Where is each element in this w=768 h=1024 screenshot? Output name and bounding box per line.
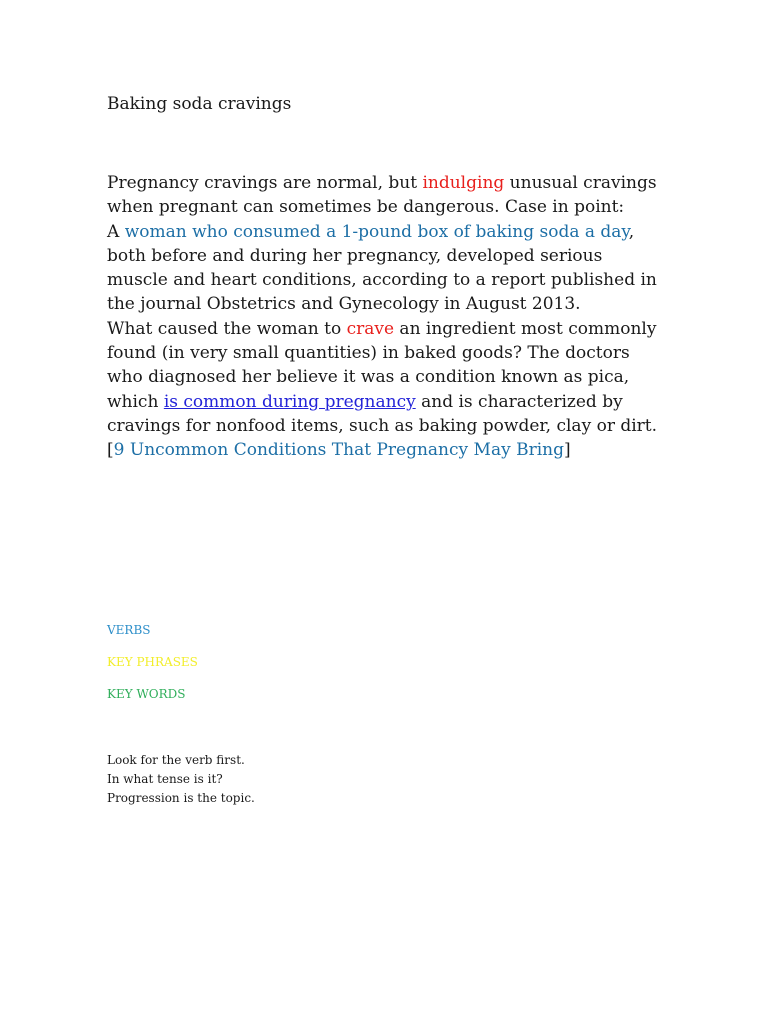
paragraph-line: which is common during pregnancy and is characterized by bbox=[107, 391, 623, 412]
legend-verbs: VERBS bbox=[107, 623, 151, 637]
legend-key-words: KEY WORDS bbox=[107, 687, 186, 701]
article-paragraph bbox=[107, 171, 667, 463]
paragraph-line: A woman who consumed a 1-pound box of baking soda a day, bbox=[107, 221, 635, 242]
document-title: Baking soda cravings bbox=[107, 94, 292, 114]
paragraph-line: muscle and heart conditions, according to a report published in bbox=[107, 270, 657, 291]
notes-block bbox=[107, 751, 255, 808]
paragraph-line: who diagnosed her believe it was a condition known as pica, bbox=[107, 367, 630, 388]
paragraph-line: when pregnant can sometimes be dangerous. Case in point: bbox=[107, 197, 625, 218]
note-line: Progression is the topic. bbox=[107, 791, 255, 805]
paragraph-line: Pregnancy cravings are normal, but indulging unusual cravings bbox=[107, 173, 657, 193]
paragraph-line: both before and during her pregnancy, developed serious bbox=[107, 245, 603, 266]
note-line: Look for the verb first. bbox=[107, 753, 245, 767]
paragraph-line: the journal Obstetrics and Gynecology in August 2013. bbox=[107, 294, 581, 315]
paragraph-line: found (in very small quantities) in baked goods? The doctors bbox=[107, 343, 630, 364]
link-uncommon-conditions[interactable]: 9 Uncommon Conditions That Pregnancy May Bring bbox=[113, 440, 564, 461]
highlight-verb: crave bbox=[346, 318, 395, 339]
highlight-phrase[interactable]: woman who consumed a 1-pound box of baking soda a day bbox=[124, 221, 629, 242]
highlight-verb: indulging bbox=[422, 173, 505, 193]
paragraph-line: cravings for nonfood items, such as baking powder, clay or dirt. bbox=[107, 415, 658, 436]
note-line: In what tense is it? bbox=[107, 772, 223, 786]
paragraph-line: What caused the woman to crave an ingredient most commonly bbox=[107, 318, 657, 339]
paragraph-line: [9 Uncommon Conditions That Pregnancy May Bring] bbox=[107, 440, 571, 461]
legend-key-phrases: KEY PHRASES bbox=[107, 655, 198, 669]
link-common-during-pregnancy[interactable]: is common during pregnancy bbox=[163, 391, 416, 412]
